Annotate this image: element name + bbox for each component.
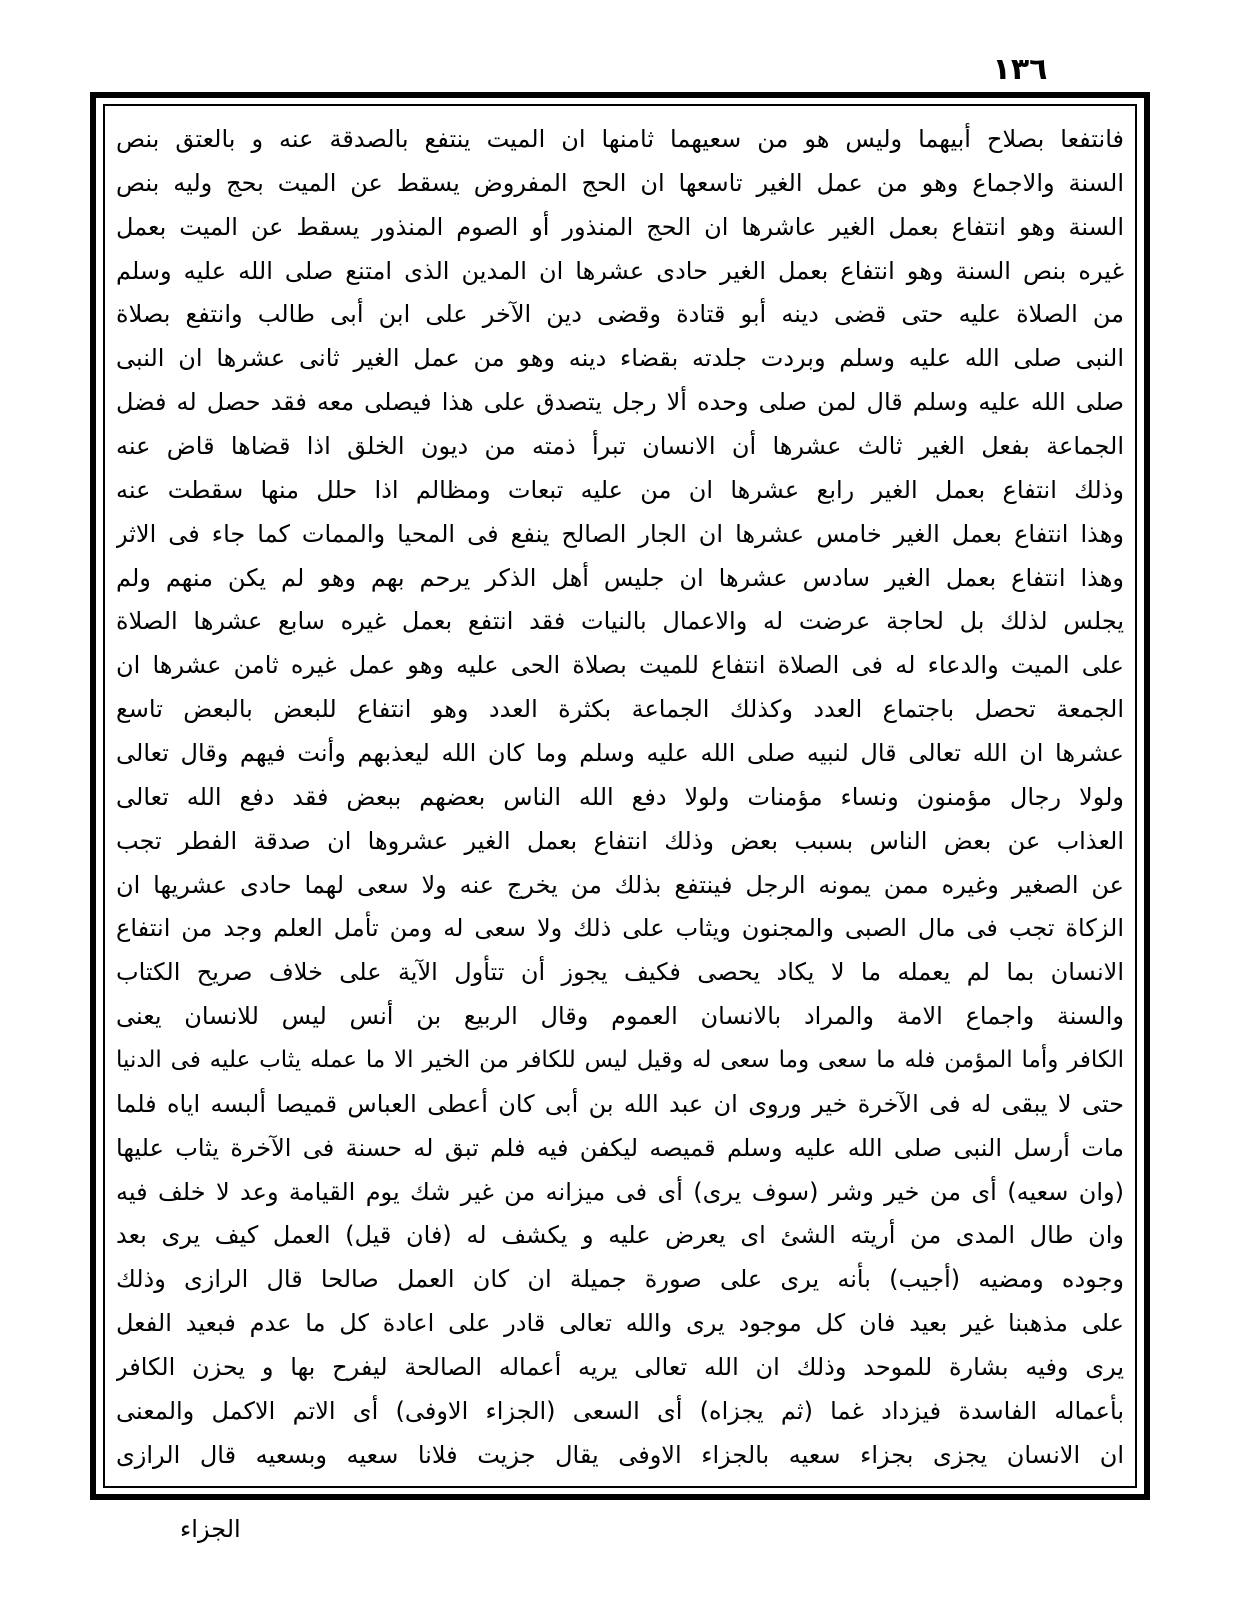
text-line: فانتفعا بصلاح أبيهما وليس هو من سعيهما ثامنها ان الميت ينتفع بالصدقة عنه و بالعتق بنص [116, 125, 1124, 153]
text-line: الزكاة تجب فى مال الصبى والمجنون ويثاب على ذلك ولا سعى له ومن تأمل العلم وجد من انتفاع [116, 914, 1124, 943]
text-line: الكافر وأما المؤمن فله ما سعى وما سعى له وقيل ليس للكافر من الخير الا ما عمله يثاب عليه فى الدنيا [116, 1047, 1124, 1074]
text-line: (وان سعيه) أى من خير وشر (سوف يرى) أى فى ميزانه من غير شك يوم القيامة وعد لا خلف فيه [116, 1177, 1124, 1206]
text-line: والسنة واجماع الامة والمراد بالانسان العموم وقال الربيع بن أنس ليس للانسان يعنى [116, 1002, 1124, 1031]
catchword: الجزاء [180, 1515, 241, 1543]
text-line: على مذهبنا غير بعيد فان كل موجود يرى والله تعالى قادر على اعادة كل ما عدم فبعيد الفعل [116, 1309, 1124, 1338]
text-line: السنة والاجماع وهو من عمل الغير تاسعها ان الحج المفروض يسقط عن الميت بحج وليه بنص [116, 168, 1124, 197]
text-line: النبى صلى الله عليه وسلم وبردت جلدته بقضاء دينه وهو من عمل الغير ثانى عشرها ان النبى [116, 344, 1124, 373]
text-line: على الميت والدعاء له فى الصلاة انتفاع للميت بصلاة الحى عليه وهو عمل غيره ثامن عشرها ان [116, 651, 1124, 680]
text-line: الانسان بما لم يعمله ما لا يكاد يحصى فكيف يجوز أن تتأول الآية على خلاف صريح الكتاب [116, 958, 1124, 987]
text-line: وهذا انتفاع بعمل الغير سادس عشرها ان جليس أهل الذكر يرحم بهم وهو لم يكن منهم ولم [116, 563, 1124, 592]
text-line: يرى وفيه بشارة للموحد وذلك ان الله تعالى يريه أعماله الصالحة ليفرح بها و يحزن الكافر [116, 1353, 1124, 1382]
text-line: بأعماله الفاسدة فيزداد غما (ثم يجزاه) أى السعى (الجزاء الاوفى) أى الاتم الاكمل والمعنى [116, 1396, 1124, 1425]
text-line: عشرها ان الله تعالى قال لنبيه صلى الله عليه وسلم وما كان الله ليعذبهم وأنت فيهم وقال تعالى [116, 739, 1124, 768]
page-number: ١٣٦ [992, 52, 1048, 87]
text-line: يجلس لذلك بل لحاجة عرضت له والاعمال بالنيات فقد انتفع بعمل غيره سابع عشرها الصلاة [116, 607, 1124, 636]
text-line: ان الانسان يجزى بجزاء سعيه بالجزاء الاوفى يقال جزيت فلانا سعيه وبسعيه قال الرازى [116, 1440, 1124, 1469]
text-line: وجوده ومضيه (أجيب) بأنه يرى على صورة جميلة ان كان العمل صالحا قال الرازى وذلك [116, 1265, 1124, 1294]
text-line: حتى لا يبقى له فى الآخرة خير وروى ان عبد الله بن أبى كان أعطى العباس قميصا ألبسه اياه فلما [116, 1089, 1124, 1118]
text-line: الجماعة بفعل الغير ثالث عشرها أن الانسان تبرأ ذمته من ديون الخلق اذا قضاها قاض عنه [116, 432, 1124, 461]
text-line: العذاب عن بعض الناس بسبب بعض وذلك انتفاع بعمل الغير عشروها ان صدقة الفطر تجب [116, 826, 1124, 855]
text-line: ولولا رجال مؤمنون ونساء مؤمنات ولولا دفع الله الناس بعضهم ببعض فقد دفع الله تعالى [116, 782, 1124, 811]
text-line: وهذا انتفاع بعمل الغير خامس عشرها ان الجار الصالح ينفع فى المحيا والممات كما جاء فى الاثر [116, 519, 1124, 548]
text-line: صلى الله عليه وسلم قال لمن صلى وحده ألا رجل يتصدق على هذا فيصلى معه فقد حصل له فضل [116, 388, 1124, 417]
text-body [116, 122, 1124, 1472]
text-line: من الصلاة عليه حتى قضى دينه أبو قتادة وقضى دين الآخر على ابن أبى طالب وانتفع بصلاة [116, 300, 1124, 329]
text-line: غيره بنص السنة وهو انتفاع بعمل الغير حادى عشرها ان المدين الذى امتنع صلى الله عليه وسلم [116, 256, 1124, 285]
text-line: الجمعة تحصل باجتماع العدد وكذلك الجماعة بكثرة العدد وهو انتفاع للبعض بالبعض تاسع [116, 695, 1124, 724]
text-line: السنة وهو انتفاع بعمل الغير عاشرها ان الحج المنذور أو الصوم المنذور يسقط عن الميت بعمل [116, 212, 1124, 241]
text-line: عن الصغير وغيره ممن يمونه الرجل فينتفع بذلك من يخرج عنه ولا سعى لهما حادى عشريها ان [116, 870, 1124, 899]
text-line: وان طال المدى من أريته الشئ اى يعرض عليه و يكشف له (فان قيل) العمل كيف يرى بعد [116, 1221, 1124, 1250]
text-line: مات أرسل النبى صلى الله عليه وسلم قميصه ليكفن فيه فلم تبق له حسنة فى الآخرة يثاب عليها [116, 1133, 1124, 1162]
text-line: وذلك انتفاع بعمل الغير رابع عشرها ان من عليه تبعات ومظالم اذا حلل منها سقطت عنه [116, 475, 1124, 504]
